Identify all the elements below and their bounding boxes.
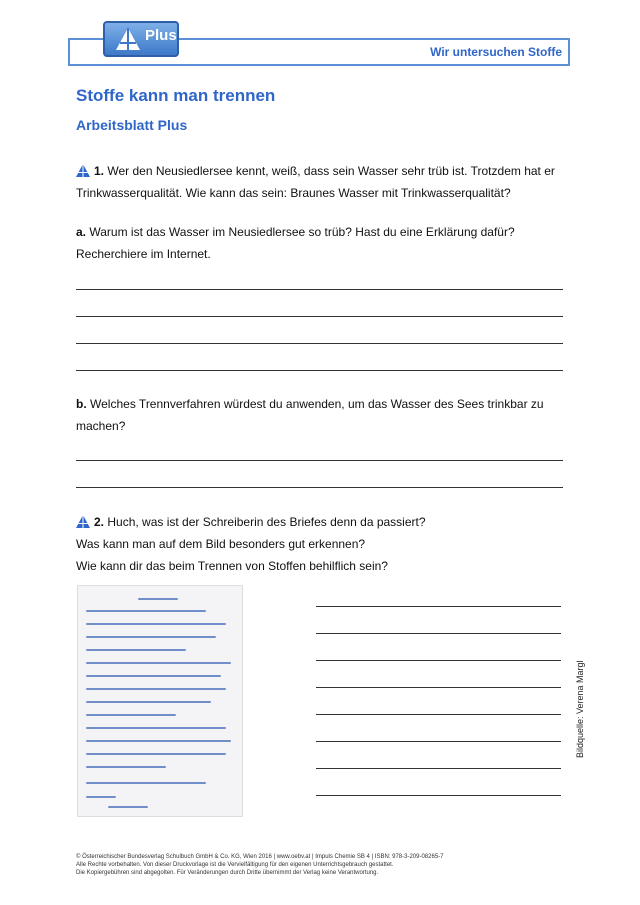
task-triangle-icon: [76, 515, 90, 528]
task2-number: 2.: [94, 515, 105, 529]
task2-text: [76, 511, 576, 577]
footer: [76, 853, 576, 877]
answer-line: [76, 370, 563, 371]
task1b-label: b.: [76, 397, 87, 411]
task1b-question: Welches Trennverfahren würdest du anwenden, um das Wasser des Sees trinkbar zu machen?: [76, 397, 544, 433]
task1a-label: a.: [76, 225, 87, 239]
answer-line: [76, 487, 563, 488]
task1-text: [76, 160, 576, 204]
answer-line: [316, 768, 561, 769]
header-title: Wir untersuchen Stoffe: [430, 45, 562, 59]
task1-question: Wer den Neusiedlersee kennt, weiß, dass sein Wasser sehr trüb ist. Trotzdem hat er Trinkwasserqualität. Wie kann das sein: Braunes Wasser mit Trinkwasserqualität?: [76, 164, 555, 200]
image-credit: Bildquelle: Verena Margl: [575, 660, 585, 758]
answer-line: [76, 343, 563, 344]
task1-number: 1.: [94, 164, 105, 178]
answer-line: [316, 795, 561, 796]
footer-line: Alle Rechte vorbehalten. Von dieser Druckvorlage ist die Vervielfältigung für den eigenen Unterrichtsgebrauch gestattet.: [76, 862, 394, 868]
triangle-icon: [115, 27, 141, 51]
handwritten-letter-photo: [77, 585, 243, 817]
footer-line: Die Kopiergebühren sind abgegolten. Für Veränderungen durch Dritte übernimmt der Verlag keine Verantwortung.: [76, 870, 379, 876]
task2-line3: Wie kann dir das beim Trennen von Stoffen behilflich sein?: [76, 559, 388, 573]
task-triangle-icon: [76, 164, 90, 177]
logo-text: Plus: [145, 27, 177, 44]
page-title: Stoffe kann man trennen: [76, 86, 276, 105]
footer-line: © Österreichischer Bundesverlag Schulbuch GmbH & Co. KG, Wien 2016 | www.oebv.at | Impuls Chemie SB 4 | ISBN: 978-3-209-08265-7: [76, 854, 444, 860]
task1a-question: Warum ist das Wasser im Neusiedlersee so trüb? Hast du eine Erklärung dafür? Recherchiere im Internet.: [76, 225, 515, 261]
answer-line: [316, 714, 561, 715]
answer-line: [316, 741, 561, 742]
answer-line: [316, 606, 561, 607]
answer-line: [316, 687, 561, 688]
task2-line1: Huch, was ist der Schreiberin des Briefes denn da passiert?: [107, 515, 426, 529]
answer-line: [76, 460, 563, 461]
answer-line: [316, 660, 561, 661]
task1a-text: [76, 221, 576, 265]
answer-line: [316, 633, 561, 634]
answer-line: [76, 316, 563, 317]
task2-line2: Was kann man auf dem Bild besonders gut erkennen?: [76, 537, 366, 551]
page-subtitle: Arbeitsblatt Plus: [76, 117, 188, 133]
task1b-text: [76, 393, 576, 437]
plus-logo: [103, 21, 179, 57]
answer-line: [76, 289, 563, 290]
